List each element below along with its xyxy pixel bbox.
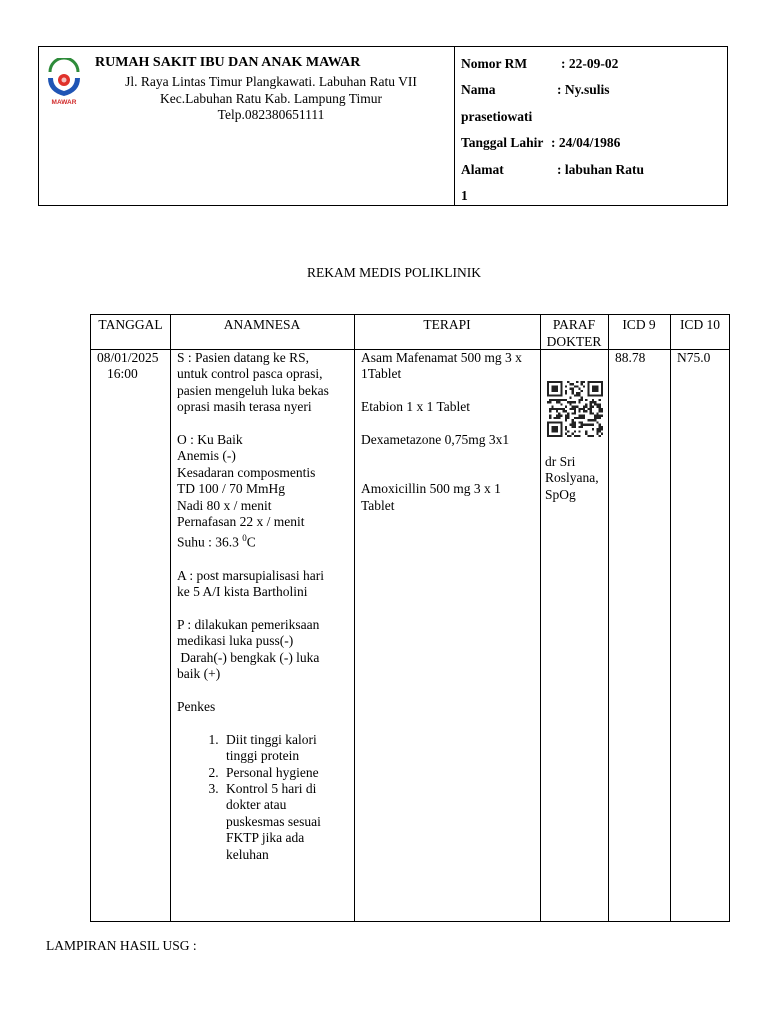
- subjective-line: untuk control pasca oprasi,: [177, 366, 323, 382]
- doctor-name-line: dr Sri: [545, 454, 576, 469]
- cell-anamnesa: [177, 350, 353, 863]
- hospital-address-1: Jl. Raya Lintas Timur Plangkawati. Labuhan Ratu VII: [125, 74, 417, 89]
- penkes-item-line: 3. Kontrol 5 hari di: [226, 780, 317, 796]
- nama-value: : Ny.sulis: [557, 82, 610, 97]
- hospital-info: [39, 47, 455, 205]
- terapi-item: [361, 399, 539, 415]
- tanggal-lahir-value: : 24/04/1986: [551, 135, 621, 150]
- plan-line: Darah(-) bengkak (-) luka: [177, 649, 320, 665]
- nomor-rm-label: Nomor RM: [461, 56, 528, 71]
- doctor-name-line: Roslyana,: [545, 470, 599, 486]
- subjective-block: [177, 350, 353, 416]
- cell-icd10: N75.0: [677, 350, 711, 365]
- qr-modules: [547, 381, 603, 437]
- subjective-line: pasien mengeluh luka bekas: [177, 382, 329, 398]
- terapi-line: Asam Mafenamat 500 mg 3 x: [361, 350, 522, 365]
- temperature-line: [177, 530, 353, 551]
- record-time: 16:00: [107, 366, 138, 382]
- logo-text: MAWAR: [51, 99, 77, 106]
- plan-block: [177, 617, 353, 683]
- objective-line: Kesadaran composmentis: [177, 464, 316, 480]
- penkes-item-line: puskesmas sesuai: [226, 813, 321, 829]
- cell-terapi: [361, 350, 539, 530]
- terapi-item: [361, 350, 539, 383]
- alamat-value-cont: 1: [461, 188, 468, 203]
- objective-line: TD 100 / 70 MmHg: [177, 481, 285, 497]
- tanggal-lahir-label: Tanggal Lahir: [461, 135, 544, 150]
- terapi-line: Etabion 1 x 1 Tablet: [361, 399, 471, 415]
- plan-line: medikasi luka puss(-): [177, 633, 294, 649]
- cell-icd9: 88.78: [615, 350, 646, 365]
- plan-line: P : dilakukan pemeriksaan: [177, 616, 320, 632]
- temperature-unit: C: [246, 534, 256, 550]
- doctor-name-line: SpOg: [545, 486, 576, 502]
- subjective-line: oprasi masih terasa nyeri: [177, 399, 312, 415]
- hospital-address-2: Kec.Labuhan Ratu Kab. Lampung Timur: [160, 91, 382, 106]
- objective-block: [177, 432, 353, 551]
- cell-paraf: [545, 350, 607, 503]
- nama-value-cont: prasetiowati: [461, 109, 533, 124]
- assessment-line: A : post marsupialisasi hari: [177, 567, 324, 583]
- col-header-paraf: [540, 315, 608, 350]
- page-title: REKAM MEDIS POLIKLINIK: [307, 265, 481, 280]
- qr-code-icon: [547, 380, 603, 438]
- nomor-rm-value: : 22-09-02: [561, 56, 619, 71]
- penkes-item-line: tinggi protein: [226, 748, 300, 764]
- record-date: 08/01/2025: [97, 350, 159, 365]
- subjective-line: S : Pasien datang ke RS,: [177, 350, 309, 365]
- col-header-icd10: ICD 10: [679, 317, 721, 332]
- terapi-item: [361, 432, 539, 448]
- patient-header: [38, 46, 728, 206]
- penkes-list: [177, 732, 353, 863]
- assessment-block: [177, 568, 353, 601]
- usg-attachment-label: LAMPIRAN HASIL USG :: [46, 938, 197, 953]
- penkes-item-line: 2. Personal hygiene: [226, 764, 319, 780]
- terapi-line: 1Tablet: [361, 366, 402, 382]
- penkes-item-line: 1. Diit tinggi kalori: [226, 731, 317, 747]
- penkes-item-line: dokter atau: [226, 797, 287, 813]
- objective-line: Anemis (-): [177, 448, 236, 464]
- alamat-value: : labuhan Ratu: [557, 162, 645, 177]
- terapi-line: Amoxicillin 500 mg 3 x 1: [361, 481, 501, 497]
- medical-record-table: [90, 314, 730, 922]
- nama-label: Nama: [461, 82, 496, 97]
- terapi-line: Tablet: [361, 497, 395, 513]
- col-header-paraf-line1: PARAF: [552, 317, 596, 332]
- penkes-heading: Penkes: [177, 698, 216, 714]
- col-header-paraf-line2: DOKTER: [546, 334, 602, 349]
- col-header-tanggal: TANGGAL: [98, 317, 163, 332]
- degree-superscript: 0: [242, 533, 247, 544]
- penkes-item-line: FKTP jika ada: [226, 830, 305, 846]
- objective-line: Pernafasan 22 x / menit: [177, 514, 305, 530]
- penkes-item: [222, 765, 353, 781]
- temperature-value: Suhu : 36.3: [177, 534, 243, 550]
- penkes-item: [222, 781, 353, 863]
- col-header-anamnesa: ANAMNESA: [223, 317, 301, 332]
- hospital-logo-icon: [44, 58, 84, 106]
- terapi-item: [361, 481, 539, 514]
- cell-tanggal: [97, 350, 169, 383]
- hospital-phone: Telp.082380651111: [217, 107, 325, 122]
- assessment-line: ke 5 A/I kista Bartholini: [177, 584, 308, 600]
- plan-line: baik (+): [177, 666, 221, 682]
- hospital-name: RUMAH SAKIT IBU DAN ANAK MAWAR: [95, 55, 361, 70]
- objective-line: O : Ku Baik: [177, 432, 243, 448]
- col-header-terapi: TERAPI: [423, 317, 471, 332]
- alamat-label: Alamat: [461, 162, 504, 177]
- terapi-line: Dexametazone 0,75mg 3x1: [361, 432, 510, 447]
- penkes-item: [222, 732, 353, 765]
- col-header-icd9: ICD 9: [622, 317, 656, 332]
- objective-line: Nadi 80 x / menit: [177, 497, 272, 513]
- penkes-item-line: keluhan: [226, 846, 269, 862]
